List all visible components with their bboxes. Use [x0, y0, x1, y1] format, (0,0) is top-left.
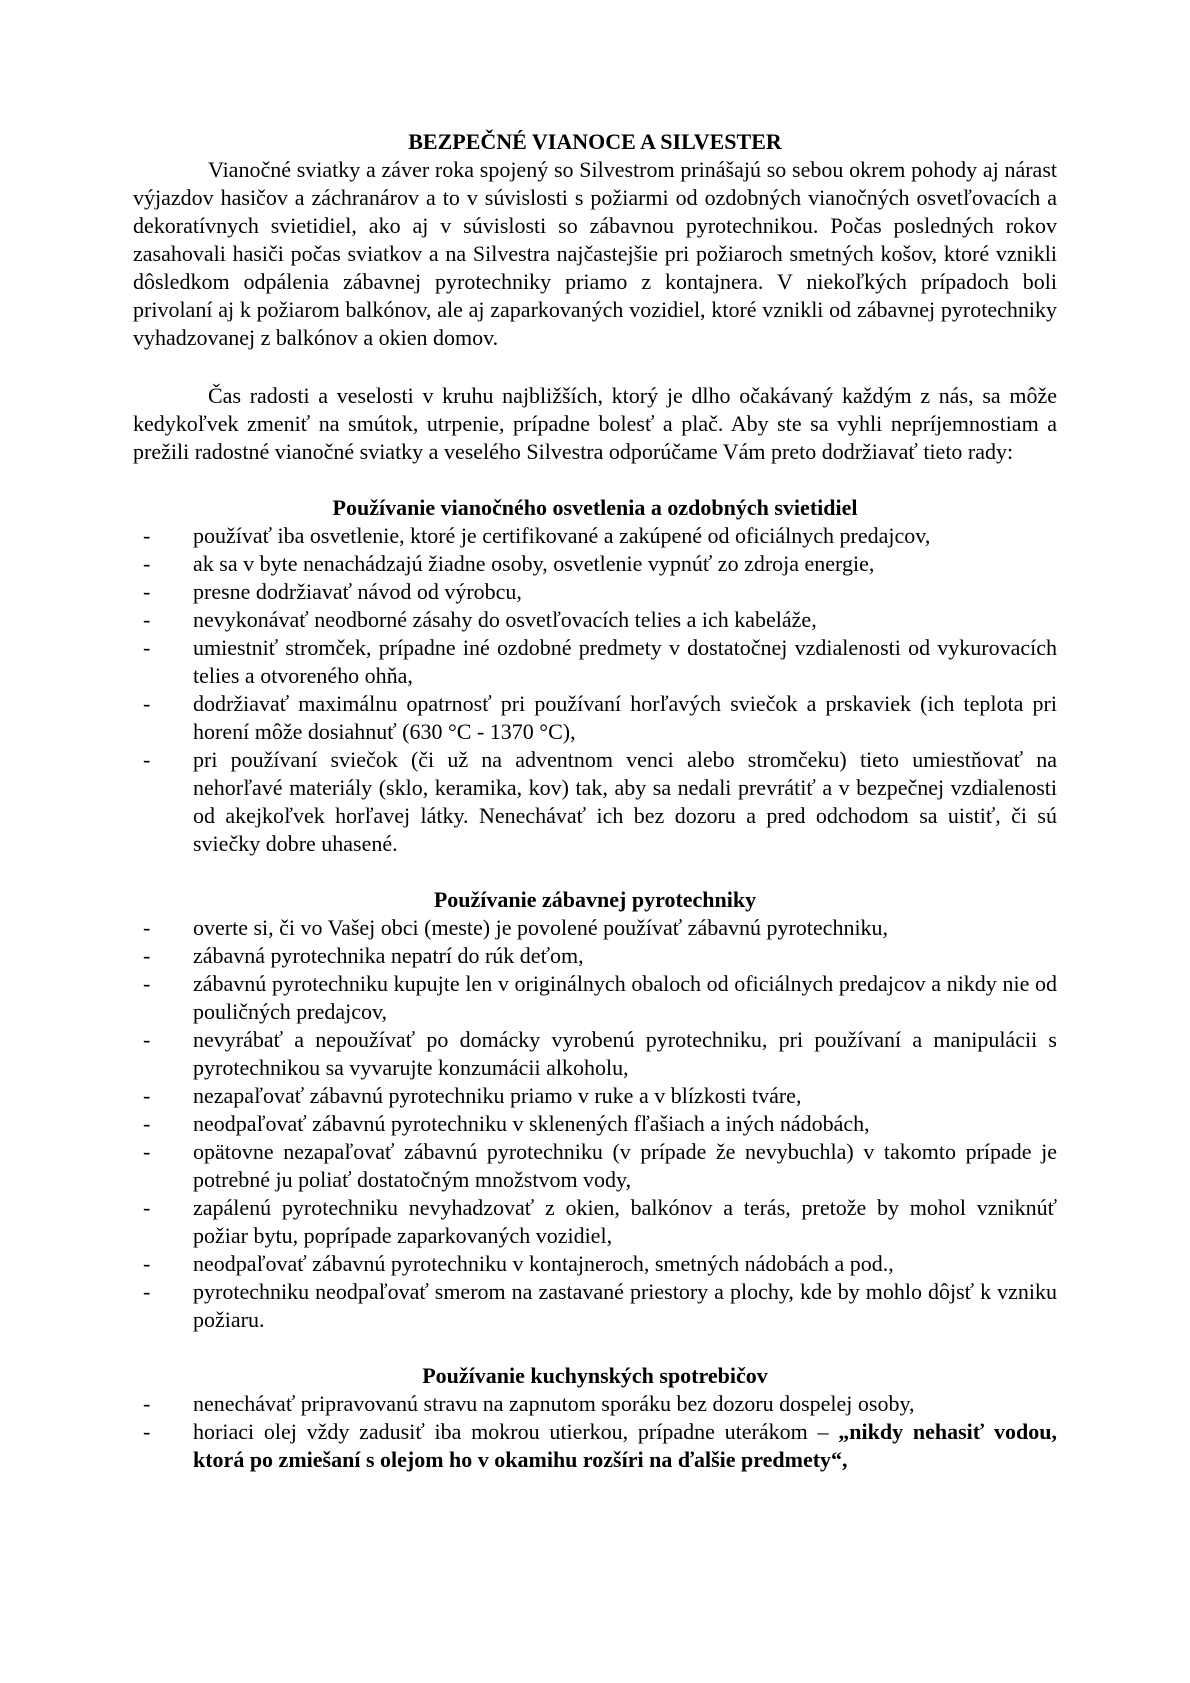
list-item [133, 1026, 1057, 1082]
intro-paragraph-2: Čas radosti a veselosti v kruhu najbližších, ktorý je dlho očakávaný každým z nás, sa môže kedykoľvek zmeniť na smútok, utrpenie, prípadne bolesť a plač. Aby ste sa vyhli nepríjemnostiam a prežili radostné vianočné sviatky a veselého Silvestra odporúčame Vám preto dodržiavať tieto rady: [133, 383, 1057, 464]
bullet-dash: - [143, 1391, 151, 1416]
list-item-text: neodpaľovať zábavnú pyrotechniku v sklenených fľašiach a iných nádobách, [193, 1111, 870, 1136]
bullet-dash: - [143, 1279, 151, 1304]
list-item-text: nezapaľovať zábavnú pyrotechniku priamo v ruke a v blízkosti tváre, [193, 1083, 802, 1108]
list-item [133, 1250, 1057, 1278]
list-item-text: nenechávať pripravovanú stravu na zapnutom sporáku bez dozoru dospelej osoby, [193, 1391, 915, 1416]
list-item [133, 634, 1057, 690]
list-item-text: používať iba osvetlenie, ktoré je certifikované a zakúpené od oficiálnych predajcov, [193, 523, 931, 548]
list-item-text: nevyrábať a nepoužívať po domácky vyrobenú pyrotechniku, pri používaní a manipulácii s pyrotechnikou sa vyvarujte konzumácii alkoholu, [193, 1027, 1057, 1080]
list-item [133, 746, 1057, 858]
bullet-dash: - [143, 1139, 151, 1164]
list-item-text: neodpaľovať zábavnú pyrotechniku v kontajneroch, smetných nádobách a pod., [193, 1251, 894, 1276]
list-item [133, 942, 1057, 970]
bullet-dash: - [143, 635, 151, 660]
list-item-text: umiestniť stromček, prípadne iné ozdobné predmety v dostatočnej vzdialenosti od vykurovacích telies a otvoreného ohňa, [193, 635, 1057, 688]
list-item [133, 606, 1057, 634]
bullet-dash: - [143, 1419, 151, 1444]
list-item [133, 522, 1057, 550]
list-item-text: zábavnú pyrotechniku kupujte len v originálnych obaloch od oficiálnych predajcov a nikdy nie od pouličných predajcov, [193, 971, 1057, 1024]
list-item [133, 1082, 1057, 1110]
list-item [133, 690, 1057, 746]
list-item [133, 1110, 1057, 1138]
bullet-dash: - [143, 523, 151, 548]
list-item-text: ak sa v byte nenachádzajú žiadne osoby, osvetlenie vypnúť zo zdroja energie, [193, 551, 875, 576]
intro-paragraph-1: Vianočné sviatky a záver roka spojený so Silvestrom prinášajú so sebou okrem pohody aj nárast výjazdov hasičov a záchranárov a to v súvislosti s požiarmi od ozdobných vianočných osvetľovacích a dekoratívnych svietidiel, ako aj v súvislosti so zábavnou pyrotechnikou. Počas posledných rokov zasahovali hasiči počas sviatkov a na Silvestra najčastejšie pri požiaroch smetných košov, ktoré vznikli dôsledkom odpálenia zábavnej pyrotechniky priamo z kontajnera. V niekoľkých prípadoch boli privolaní aj k požiarom balkónov, ale aj zaparkovaných vozidiel, ktoré vznikli od zábavnej pyrotechniky vyhadzovanej z balkónov a okien domov. [133, 157, 1057, 350]
list-item-text: presne dodržiavať návod od výrobcu, [193, 579, 522, 604]
list-item-text-bold: „nikdy nehasiť vodou, ktorá po zmiešaní s olejom ho v okamihu rozšíri na ďalšie predmety“, [193, 1419, 1057, 1472]
section-heading-fireworks: Používanie zábavnej pyrotechniky [433, 887, 757, 912]
bullet-dash: - [143, 1251, 151, 1276]
bullet-dash: - [143, 551, 151, 576]
bullet-dash: - [143, 1027, 151, 1052]
list-item [133, 1418, 1057, 1474]
bullet-dash: - [143, 747, 151, 772]
lighting-bullet-list [133, 522, 1057, 858]
list-item-text: opätovne nezapaľovať zábavnú pyrotechniku (v prípade že nevybuchla) v takomto prípade je potrebné ju poliať dostatočným množstvom vody, [193, 1139, 1057, 1192]
list-item [133, 1138, 1057, 1194]
list-item-text: nevykonávať neodborné zásahy do osvetľovacích telies a ich kabeláže, [193, 607, 817, 632]
bullet-dash: - [143, 1111, 151, 1136]
section-heading-kitchen: Používanie kuchynských spotrebičov [422, 1363, 768, 1388]
bullet-dash: - [143, 691, 151, 716]
fireworks-bullet-list [133, 914, 1057, 1334]
bullet-dash: - [143, 943, 151, 968]
list-item-text: overte si, či vo Vašej obci (meste) je povolené používať zábavnú pyrotechniku, [193, 915, 889, 940]
list-item-text: pri používaní sviečok (či už na adventnom venci alebo stromčeku) tieto umiestňovať na nehorľavé materiály (sklo, keramika, kov) tak, aby sa nedali prevrátiť a v bezpečnej vzdialenosti od akejkoľvek horľavej látky. Nenechávať ich bez dozoru a pred odchodom sa uistiť, či sú sviečky dobre uhasené. [193, 747, 1057, 856]
list-item [133, 1278, 1057, 1334]
list-item-text: horiaci olej vždy zadusiť iba mokrou utierkou, prípadne uterákom – [193, 1419, 839, 1444]
list-item [133, 1194, 1057, 1250]
list-item [133, 1390, 1057, 1418]
document-title: BEZPEČNÉ VIANOCE A SILVESTER [408, 129, 782, 154]
bullet-dash: - [143, 579, 151, 604]
bullet-dash: - [143, 1083, 151, 1108]
list-item-text: dodržiavať maximálnu opatrnosť pri používaní horľavých sviečok a prskaviek (ich teplota pri horení môže dosiahnuť (630 °C - 1370 °C), [193, 691, 1057, 744]
kitchen-bullet-list [133, 1390, 1057, 1474]
bullet-dash: - [143, 915, 151, 940]
list-item-text: zapálenú pyrotechniku nevyhadzovať z okien, balkónov a terás, pretože by mohol vzniknúť požiar bytu, poprípade zaparkovaných vozidiel, [193, 1195, 1057, 1248]
list-item [133, 914, 1057, 942]
list-item [133, 550, 1057, 578]
list-item [133, 970, 1057, 1026]
list-item-text: pyrotechniku neodpaľovať smerom na zastavané priestory a plochy, kde by mohlo dôjsť k vzniku požiaru. [193, 1279, 1057, 1332]
bullet-dash: - [143, 607, 151, 632]
bullet-dash: - [143, 1195, 151, 1220]
bullet-dash: - [143, 971, 151, 996]
list-item-text: zábavná pyrotechnika nepatrí do rúk deťom, [193, 943, 584, 968]
section-heading-lighting: Používanie vianočného osvetlenia a ozdobných svietidiel [332, 495, 858, 520]
list-item [133, 578, 1057, 606]
